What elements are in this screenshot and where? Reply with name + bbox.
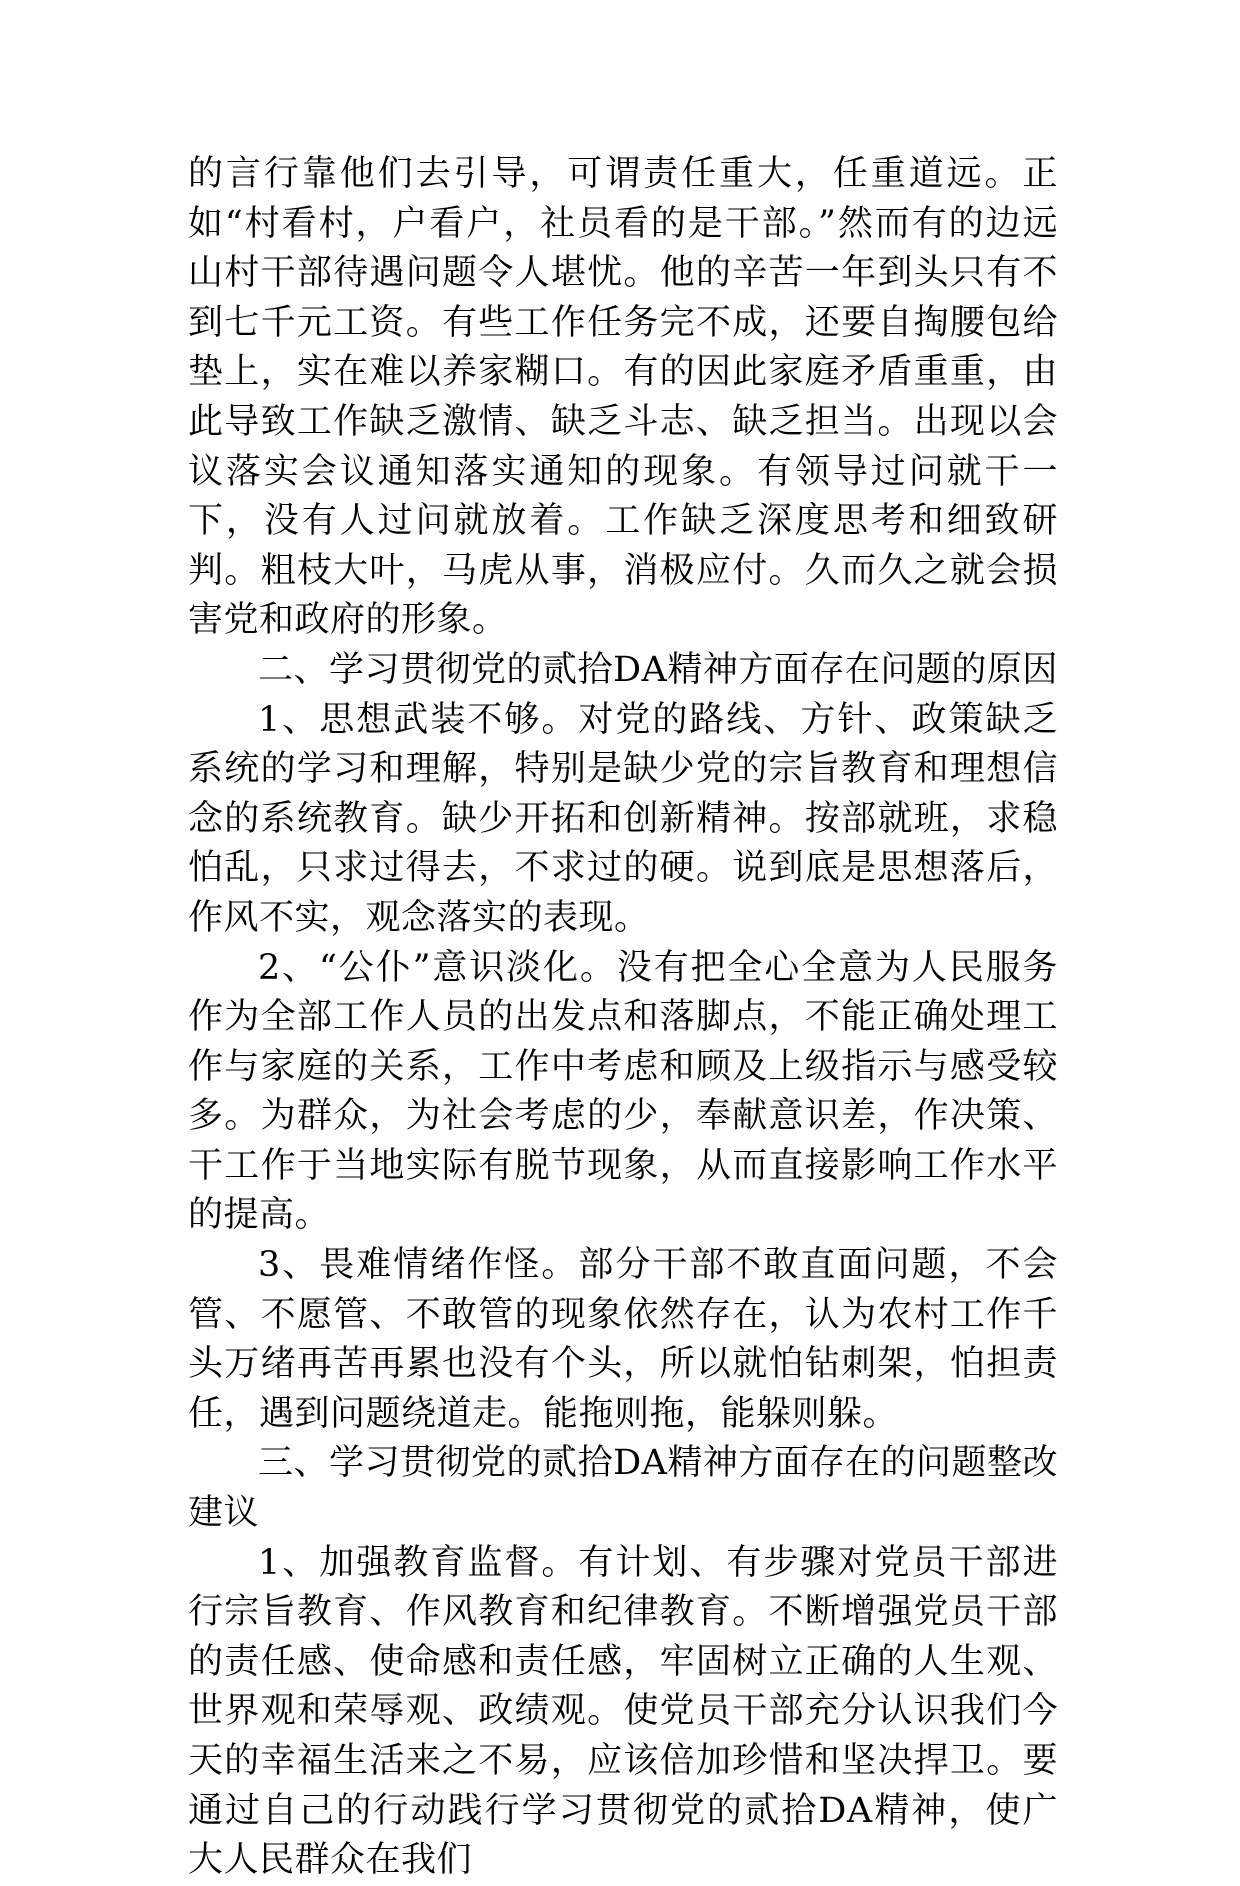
paragraph-reason-2: 2、“公仆”意识淡化。没有把全心全意为人民服务作为全部工作人员的出发点和落脚点，不能正确处理工作与家庭的关系，工作中考虑和顾及上级指示与感受较多。为群众，为社会考虑的少，奉献意识差，作决策、干工作于当地实际有脱节现象，从而直接影响工作水平的提高。 xyxy=(188,947,1058,1236)
paragraph-suggestion-1: 1、加强教育监督。有计划、有步骤对党员干部进行宗旨教育、作风教育和纪律教育。不断增强党员干部的责任感、使命感和责任感，牢固树立正确的人生观、世界观和荣辱观、政绩观。使党员干部充分认识我们今天的幸福生活来之不易，应该倍加珍惜和坚决捍卫。要通过自己的行动践行学习贯彻党的贰拾DA精神，使广大人民群众在我们 xyxy=(188,1542,1058,1881)
paragraph-continuation: 的言行靠他们去引导，可谓责任重大，任重道远。正如“村看村，户看户，社员看的是干部。”然而有的边远山村干部待遇问题令人堪忧。他的辛苦一年到头只有不到七千元工资。有些工作任务完不成，还要自掏腰包给垫上，实在难以养家糊口。有的因此家庭矛盾重重，由此导致工作缺乏激情、缺乏斗志、缺乏担当。出现以会议落实会议通知落实通知的现象。有领导过问就干一下，没有人过问就放着。工作缺乏深度思考和细致研判。粗枝大叶，马虎从事，消极应付。久而久之就会损害党和政府的形象。 xyxy=(188,154,1058,641)
section-heading-3: 三、学习贯彻党的贰拾DA精神方面存在的问题整改建议 xyxy=(188,1443,1058,1534)
paragraph-reason-1: 1、思想武装不够。对党的路线、方针、政策缺乏系统的学习和理解，特别是缺少党的宗旨教育和理想信念的系统教育。缺少开拓和创新精神。按部就班，求稳怕乱，只求过得去，不求过的硬。说到底是思想落后，作风不实，观念落实的表现。 xyxy=(188,699,1058,938)
paragraph-reason-3: 3、畏难情绪作怪。部分干部不敢直面问题，不会管、不愿管、不敢管的现象依然存在，认为农村工作千头万绪再苦再累也没有个头，所以就怕钻刺架，怕担责任，遇到问题绕道走。能拖则拖，能躲则躲。 xyxy=(188,1245,1058,1434)
document-body xyxy=(188,150,1058,1886)
section-heading-2: 二、学习贯彻党的贰拾DA精神方面存在问题的原因 xyxy=(258,649,1058,690)
